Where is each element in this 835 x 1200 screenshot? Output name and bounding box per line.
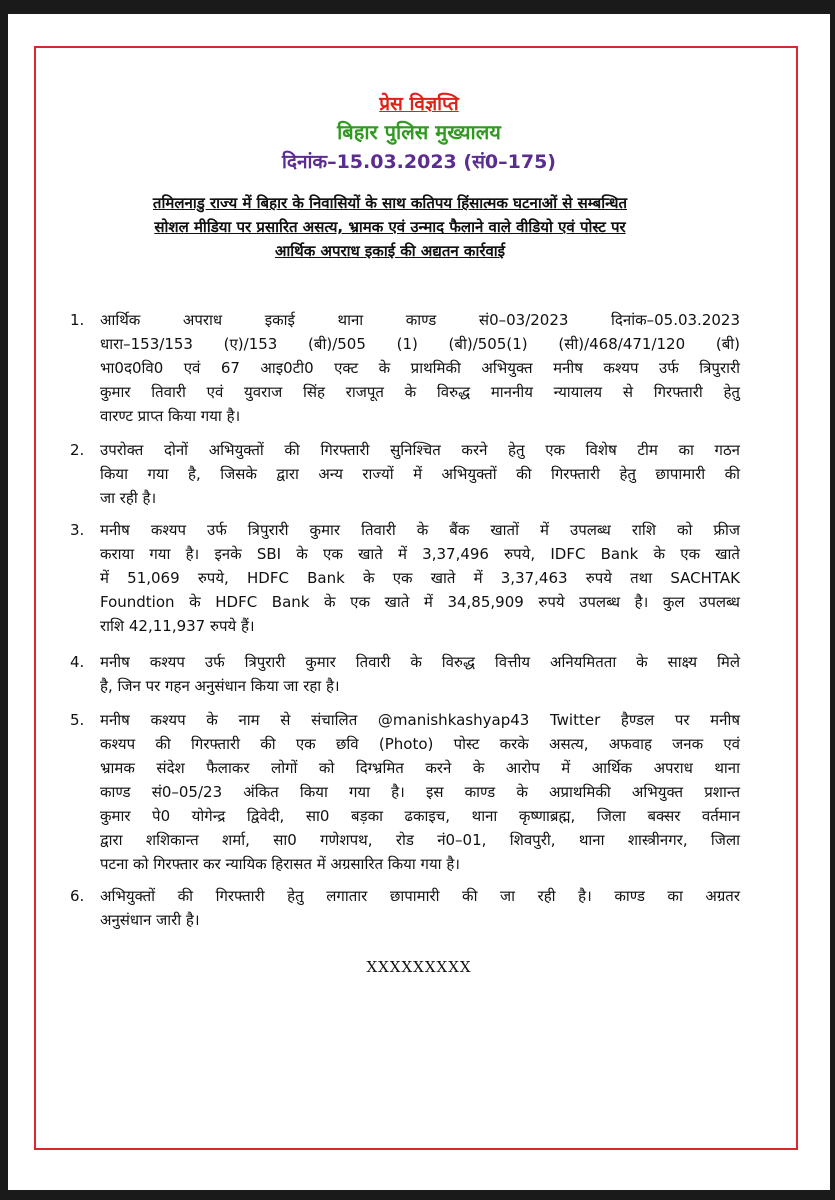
item-line: द्वारा शशिकान्त शर्मा, सा0 गणेशपथ, रोड नं0–01, शिवपुरी, थाना शास्त्रीनगर, जिला [100,831,740,849]
item-line: मनीष कश्यप उर्फ त्रिपुरारी कुमार तिवारी के विरुद्ध वित्तीय अनियमितता के साक्ष्य मिले [100,653,740,671]
document-page [8,14,830,1190]
item-line: कराया गया है। इनके SBI के एक खाते में 3,37,496 रुपये, IDFC Bank के एक खाते [100,545,740,563]
subject-line: आर्थिक अपराध इकाई की अद्यतन कार्रवाई [274,242,506,260]
item-line: मनीष कश्यप के नाम से संचालित @manishkashyap43 Twitter हैण्डल पर मनीष [100,711,740,729]
subject-line: सोशल मीडिया पर प्रसारित असत्य, भ्रामक एवं उन्माद फैलाने वाले वीडियो एवं पोस्ट पर [154,218,626,236]
item-line: काण्ड सं0–05/23 अंकित किया गया है। इस काण्ड के अप्राथमिकी अभियुक्त प्रशान्त [100,783,740,801]
item-number: 2. [70,441,85,459]
item-line: Foundtion के HDFC Bank के एक खाते में 34,85,909 रुपये उपलब्ध है। कुल उपलब्ध [100,593,740,611]
item-line: आर्थिक अपराध इकाई थाना काण्ड सं0–03/2023 दिनांक–05.03.2023 [100,311,740,329]
item-line: कुमार पे0 योगेन्द्र द्विवेदी, सा0 बड़का ढकाइच, थाना कृष्णाब्रह्म, जिला बक्सर वर्तमान [100,807,740,825]
subject-heading [48,191,732,263]
item-number: 5. [70,711,85,729]
date-reference: दिनांक–15.03.2023 (सं0–175) [282,151,556,173]
list-item [70,708,740,876]
item-number: 1. [70,311,85,329]
item-line: जा रही है। [100,489,157,507]
press-release-title: प्रेस विज्ञप्ति [379,93,459,115]
item-line: अनुसंधान जारी है। [100,911,200,929]
list-item [70,518,740,638]
item-line: धारा–153/153 (ए)/153 (बी)/505 (1) (बी)/505(1) (सी)/468/471/120 (बी) [100,335,740,353]
item-line: भा0द0वि0 एवं 67 आइ0टी0 एक्ट के प्राथमिकी अभियुक्त मनीष कश्यप उर्फ त्रिपुरारी [100,359,740,377]
item-number: 3. [70,521,85,539]
list-item [70,884,740,932]
item-line: वारण्ट प्राप्त किया गया है। [100,407,241,425]
item-line: पटना को गिरफ्तार कर न्यायिक हिरासत में अग्रसारित किया गया है। [100,855,460,873]
list-item [70,438,740,510]
signoff-mark: XXXXXXXXX [366,958,472,976]
office-name: बिहार पुलिस मुख्यालय [337,120,501,144]
item-line: है, जिन पर गहन अनुसंधान किया जा रहा है। [100,677,340,695]
item-line: भ्रामक संदेश फैलाकर लोगों को दिग्भ्रमित करने के आरोप में आर्थिक अपराध थाना [100,759,740,777]
item-line: में 51,069 रुपये, HDFC Bank के एक खाते में 3,37,463 रुपये तथा SACHTAK [100,569,740,587]
list-item [70,308,740,428]
item-line: मनीष कश्यप उर्फ त्रिपुरारी कुमार तिवारी के बैंक खातों में उपलब्ध राशि को फ्रीज [100,521,740,539]
item-line: कुमार तिवारी एवं युवराज सिंह राजपूत के विरुद्ध माननीय न्यायालय से गिरफ्तारी हेतु [100,383,740,401]
item-line: उपरोक्त दोनों अभियुक्तों की गिरफ्तारी सुनिश्चित करने हेतु एक विशेष टीम का गठन [100,441,740,459]
subject-line: तमिलनाडु राज्य में बिहार के निवासियों के साथ कतिपय हिंसात्मक घटनाओं से सम्बन्धित [152,194,628,212]
item-number: 6. [70,887,85,905]
list-item [70,650,740,698]
item-number: 4. [70,653,85,671]
item-line: राशि 42,11,937 रुपये हैं। [100,617,255,635]
item-line: अभियुक्तों की गिरफ्तारी हेतु लगातार छापामारी की जा रही है। काण्ड का अग्रतर [100,887,740,905]
item-line: किया गया है, जिसके द्वारा अन्य राज्यों में अभियुक्तों की गिरफ्तारी हेतु छापामारी की [100,465,740,483]
item-line: कश्यप की गिरफ्तारी की एक छवि (Photo) पोस्ट करके असत्य, अफवाह जनक एवं [100,735,740,753]
